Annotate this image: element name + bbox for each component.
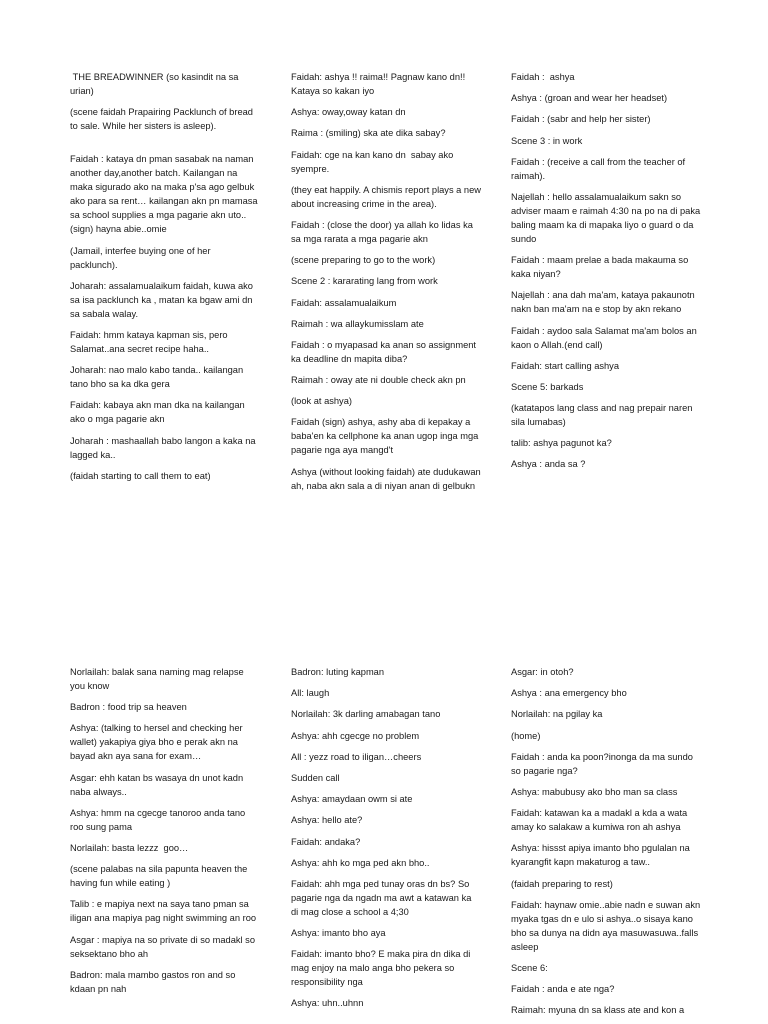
script-line: Faidah: kabaya akn man dka na kailangan ako o mga pagarie akn (70, 400, 248, 425)
script-line: Raima : (smiling) ska ate dika sabay? (291, 128, 446, 139)
script-line: Badron : food trip sa heaven (70, 702, 187, 713)
script-line: (they eat happily. A chismis report plays a new about increasing crime in the area). (291, 184, 484, 209)
script-line: (scene preparing to go to the work) (291, 255, 436, 266)
script-line: Faidah : o myapasad ka anan so assignment ka deadline dn mapita diba? (291, 339, 479, 364)
script-line: Faidah : (close the door) ya allah ko lidas ka sa mga rarata a mga pagarie akn (291, 219, 476, 244)
script-line: Faidah: start calling ashya (511, 360, 620, 371)
script-line: Scene 3 : in work (511, 135, 583, 146)
script-line: All : yezz road to iligan…cheers (291, 751, 422, 762)
script-line: Scene 6: (511, 962, 548, 973)
script-line: Norlailah: 3k darling amabagan tano (291, 709, 441, 720)
script-line: Asgar: in otoh? (511, 667, 574, 677)
page1-column-3 (511, 70, 701, 479)
script-line: Faidah : (receive a call from the teacher of raimah). (511, 156, 688, 181)
script-line: Faidah: ahh mga ped tunay oras dn bs? So pagarie nga da ngadn ma awt a katawan ka di mag close a school a 4;30 (291, 878, 474, 917)
script-line: Ashya: amaydaan owm si ate (291, 794, 413, 805)
script-line: Norlailah: basta lezzz goo… (70, 842, 189, 853)
script-line: Faidah : (sabr and help her sister) (511, 114, 651, 125)
script-line: talib: ashya pagunot ka? (511, 438, 612, 449)
script-line: Faidah : maam prelae a bada makauma so kaka niyan? (511, 255, 691, 280)
script-line: Scene 5: barkads (511, 381, 584, 392)
script-line: (katatapos lang class and nag prepair naren sila lumabas) (511, 403, 696, 428)
script-line: Ashya: uhn..uhnn (291, 998, 364, 1009)
script-line: Faidah : aydoo sala Salamat ma'am bolos an kaon o Allah.(end call) (511, 325, 700, 350)
script-line: (Jamail, interfee buying one of her packlunch). (70, 245, 214, 270)
paragraph-spacer (70, 140, 260, 152)
script-line: Ashya: oway,oway katan dn (291, 107, 406, 118)
script-line: THE BREADWINNER (so kasindit na sa urian) (70, 72, 242, 96)
script-line: Faidah: hmm kataya kapman sis, pero Salamat..ana secret recipe haha.. (70, 329, 231, 354)
script-line: Najellah : hello assalamualaikum sakn so adviser maam e raimah 4:30 na po na di paka baling maam ka di mapaka liyo o guard o da sundo (511, 191, 703, 244)
script-line: (look at ashya) (291, 396, 352, 407)
script-line: Badron: luting kapman (291, 667, 385, 677)
script-line: Faidah : anda ka poon?inonga da ma sundo so pagarie nga? (511, 751, 696, 776)
script-line: (scene faidah Prapairing Packlunch of bread to sale. While her sisters is asleep). (70, 107, 256, 132)
script-line: Sudden call (291, 772, 340, 783)
script-line: Ashya : ana emergency bho (511, 688, 627, 699)
script-line: Badron: mala mambo gastos ron and so kdaan pn nah (70, 969, 238, 994)
script-line: Faidah: katawan ka a madakl a kda a wata amay ko salakaw a kumiwa ron ah ashya (511, 808, 690, 833)
script-line: (scene palabas na sila papunta heaven the having fun while eating ) (70, 864, 250, 889)
script-line: Faidah: andaka? (291, 836, 361, 847)
script-line: Ashya: imanto bho aya (291, 928, 386, 939)
script-line: Talib : e mapiya next na saya tano pman sa iligan ana mapiya pag night swimming an roo (70, 899, 257, 924)
script-line: Joharah: assalamualaikum faidah, kuwa ako sa isa packlunch ka , matan ka bgaw ami dn sa sabala walay. (70, 280, 256, 319)
page2-column-1 (70, 665, 260, 1003)
page2-column-2 (291, 665, 481, 1018)
script-line: Raimah: myuna dn sa klass ate and kon a (511, 1005, 685, 1016)
script-line: Raimah : oway ate ni double check akn pn (291, 375, 466, 386)
script-line: Ashya: ahh ko mga ped akn bho.. (291, 857, 430, 868)
script-line: (faidah starting to call them to eat) (70, 470, 211, 481)
page2-column-3 (511, 665, 701, 1024)
script-line: (faidah preparing to rest) (511, 878, 613, 889)
script-line: Ashya: mabubusy ako bho man sa class (511, 786, 678, 797)
script-line: Raimah : wa allaykumisslam ate (291, 318, 424, 329)
script-line: All: laugh (291, 688, 330, 699)
script-line: Faidah: haynaw omie..abie nadn e suwan akn myaka tgas dn e ulo si ashya..o sisaya kano bho sa dunya na didn aya masuwasuwa..falls asleep (511, 899, 703, 952)
script-line: Faidah: cge na kan kano dn sabay ako syempre. (291, 149, 456, 174)
script-line: Scene 2 : kararating lang from work (291, 276, 438, 287)
script-line: Joharah : mashaallah babo langon a kaka na lagged ka.. (70, 435, 259, 460)
script-line: Ashya: (talking to hersel and checking her wallet) yakapiya giya bho e perak akn na bayad akn aya sana for exam… (70, 723, 246, 762)
script-line: Faidah : anda e ate nga? (511, 984, 615, 995)
script-line: (home) (511, 730, 541, 741)
script-line: Faidah: ashya !! raima!! Pagnaw kano dn!! Kataya so kakan iyo (291, 72, 468, 96)
script-line: Faidah: assalamualaikum (291, 297, 397, 308)
script-line: Joharah: nao malo kabo tanda.. kailangan tano bho sa ka dka gera (70, 365, 246, 390)
script-line: Ashya : anda sa ? (511, 459, 586, 470)
script-line: Asgar: ehh katan bs wasaya dn unot kadn naba always.. (70, 772, 246, 797)
script-line: Ashya (without looking faidah) ate dudukawan ah, naba akn sala a di niyan anan di gelbukn (291, 466, 484, 491)
script-line: Norlailah: na pgilay ka (511, 709, 603, 720)
script-line: Ashya: hello ate? (291, 815, 363, 826)
script-line: Faidah : kataya dn pman sasabak na naman another day,another batch. Kailangan na maka sigurado ako na maka p'sa ago gelbuk ako para sa rent… kailangan akn pn mamasa sa school supplies a mga pagarie akn uto..(sign) hayna abie..omie (70, 154, 261, 235)
script-line: Norlailah: balak sana naming mag relapse you know (70, 667, 247, 691)
script-line: Ashya: hmm na cgecge tanoroo anda tano roo sung pama (70, 807, 248, 832)
page1-column-1 (70, 70, 260, 490)
page1-column-2 (291, 70, 484, 500)
script-line: Faidah (sign) ashya, ashy aba di kepakay a baba'en ka cellphone ka anan ugop inga mga pagarie nga aya mangd't (291, 417, 481, 456)
script-line: Ashya: hissst apiya imanto bho pgulalan na kyarangfit kapn makaturog a taw.. (511, 843, 693, 868)
script-line: Najellah : ana dah ma'am, kataya pakaunotn nakn ban ma'am na e stop by akn rekano (511, 290, 698, 315)
script-line: Ashya : (groan and wear her headset) (511, 93, 668, 104)
script-line: Faidah : ashya (511, 72, 575, 82)
script-line: Faidah: imanto bho? E maka pira dn dika di mag enjoy na malo anga bho pekera so responsibility nga (291, 949, 473, 988)
script-line: Asgar : mapiya na so private di so madakl so seksektano bho ah (70, 934, 258, 959)
script-line: Ashya: ahh cgecge no problem (291, 730, 420, 741)
